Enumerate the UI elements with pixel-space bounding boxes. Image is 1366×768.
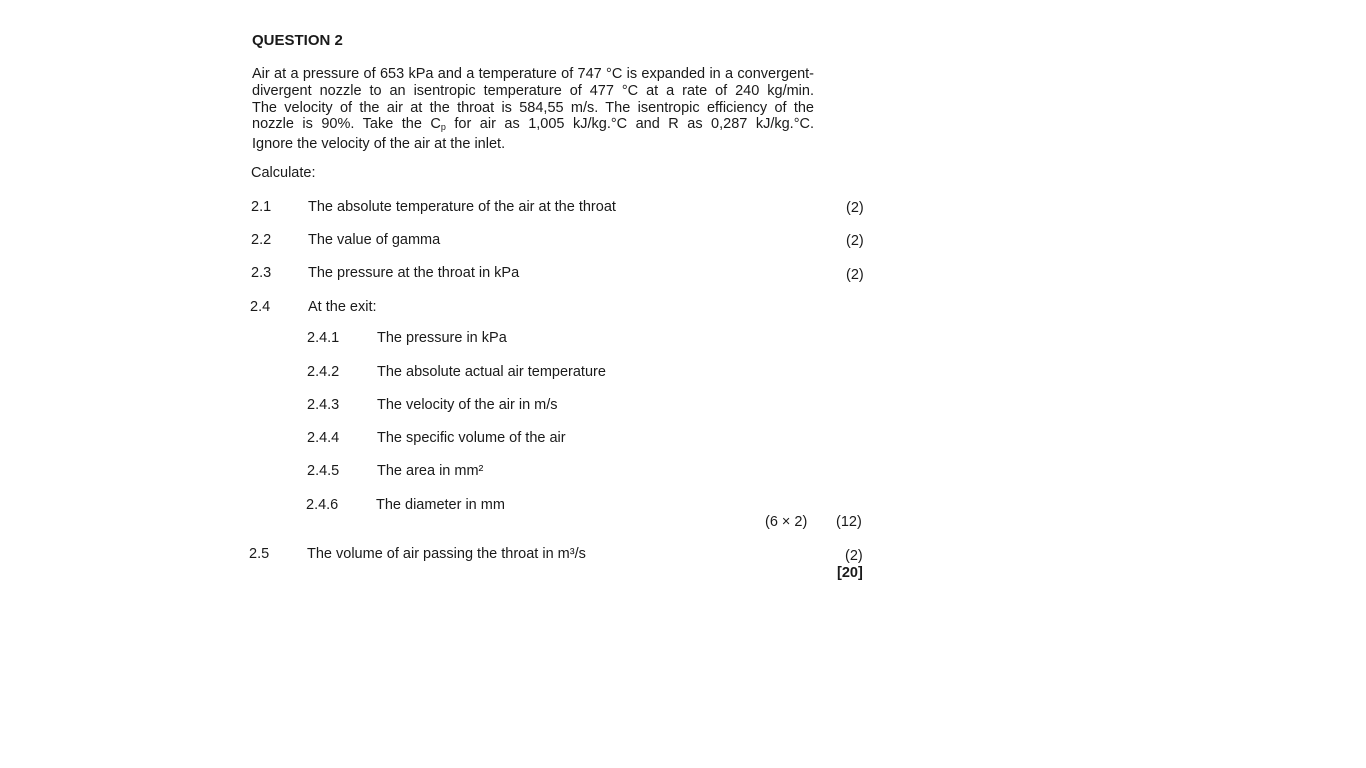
subitem-number: 2.4.3 [307,397,340,413]
subitems-marks: (12) [836,514,862,530]
subitem-number: 2.4.4 [307,430,340,446]
subitem-number: 2.4.5 [307,463,340,479]
paragraph-line-1: Air at a pressure of 653 kPa and a temperature of 747 °C is expanded in a convergent- [252,66,814,82]
item-text: The value of gamma [308,232,441,248]
paragraph-line-2: divergent nozzle to an isentropic temperature of 477 °C at a rate of 240 kg/min. [252,82,814,99]
item-text: The pressure at the throat in kPa [308,265,520,281]
item-number: 2.4 [250,299,271,315]
item-marks: (2) [845,548,863,564]
item-number: 2.3 [251,265,272,281]
cp-subscript: p [440,122,446,133]
question-title: QUESTION 2 [252,32,343,49]
item-text: The volume of air passing the throat in m³/s [307,546,586,562]
item-marks: (2) [846,233,864,249]
item-number: 2.2 [251,232,272,248]
subitem-text: The specific volume of the air [377,430,566,446]
item-number: 2.1 [251,199,272,215]
item-number: 2.5 [249,546,270,562]
item-marks: (2) [846,267,864,283]
subitem-number: 2.4.2 [307,364,340,380]
item-marks: (2) [846,200,864,216]
paragraph-line-4 [252,116,814,136]
paragraph-line-4-b: for air as 1,005 kJ/kg.°C and R as 0,287 kJ/kg.°C. [445,116,815,133]
subitem-text: The absolute actual air temperature [377,364,606,380]
question-paragraph [252,66,814,153]
question-total: [20] [837,565,863,581]
item-text: The absolute temperature of the air at the throat [308,199,616,215]
subitem-number: 2.4.1 [307,330,340,346]
subitems-marks-calc: (6 × 2) [765,514,808,530]
subitem-text: The area in mm² [377,463,484,479]
subitem-number: 2.4.6 [306,497,339,513]
subitem-text: The velocity of the air in m/s [377,397,558,413]
subitem-text: The diameter in mm [376,497,505,513]
calculate-label: Calculate: [251,165,316,181]
paragraph-line-5: Ignore the velocity of the air at the inlet. [252,136,506,153]
paragraph-line-4-a: nozzle is 90%. Take the C [252,116,441,133]
item-text: At the exit: [308,299,377,315]
subitem-text: The pressure in kPa [377,330,507,346]
paragraph-line-3: The velocity of the air at the throat is 584,55 m/s. The isentropic efficiency of the [252,99,814,116]
